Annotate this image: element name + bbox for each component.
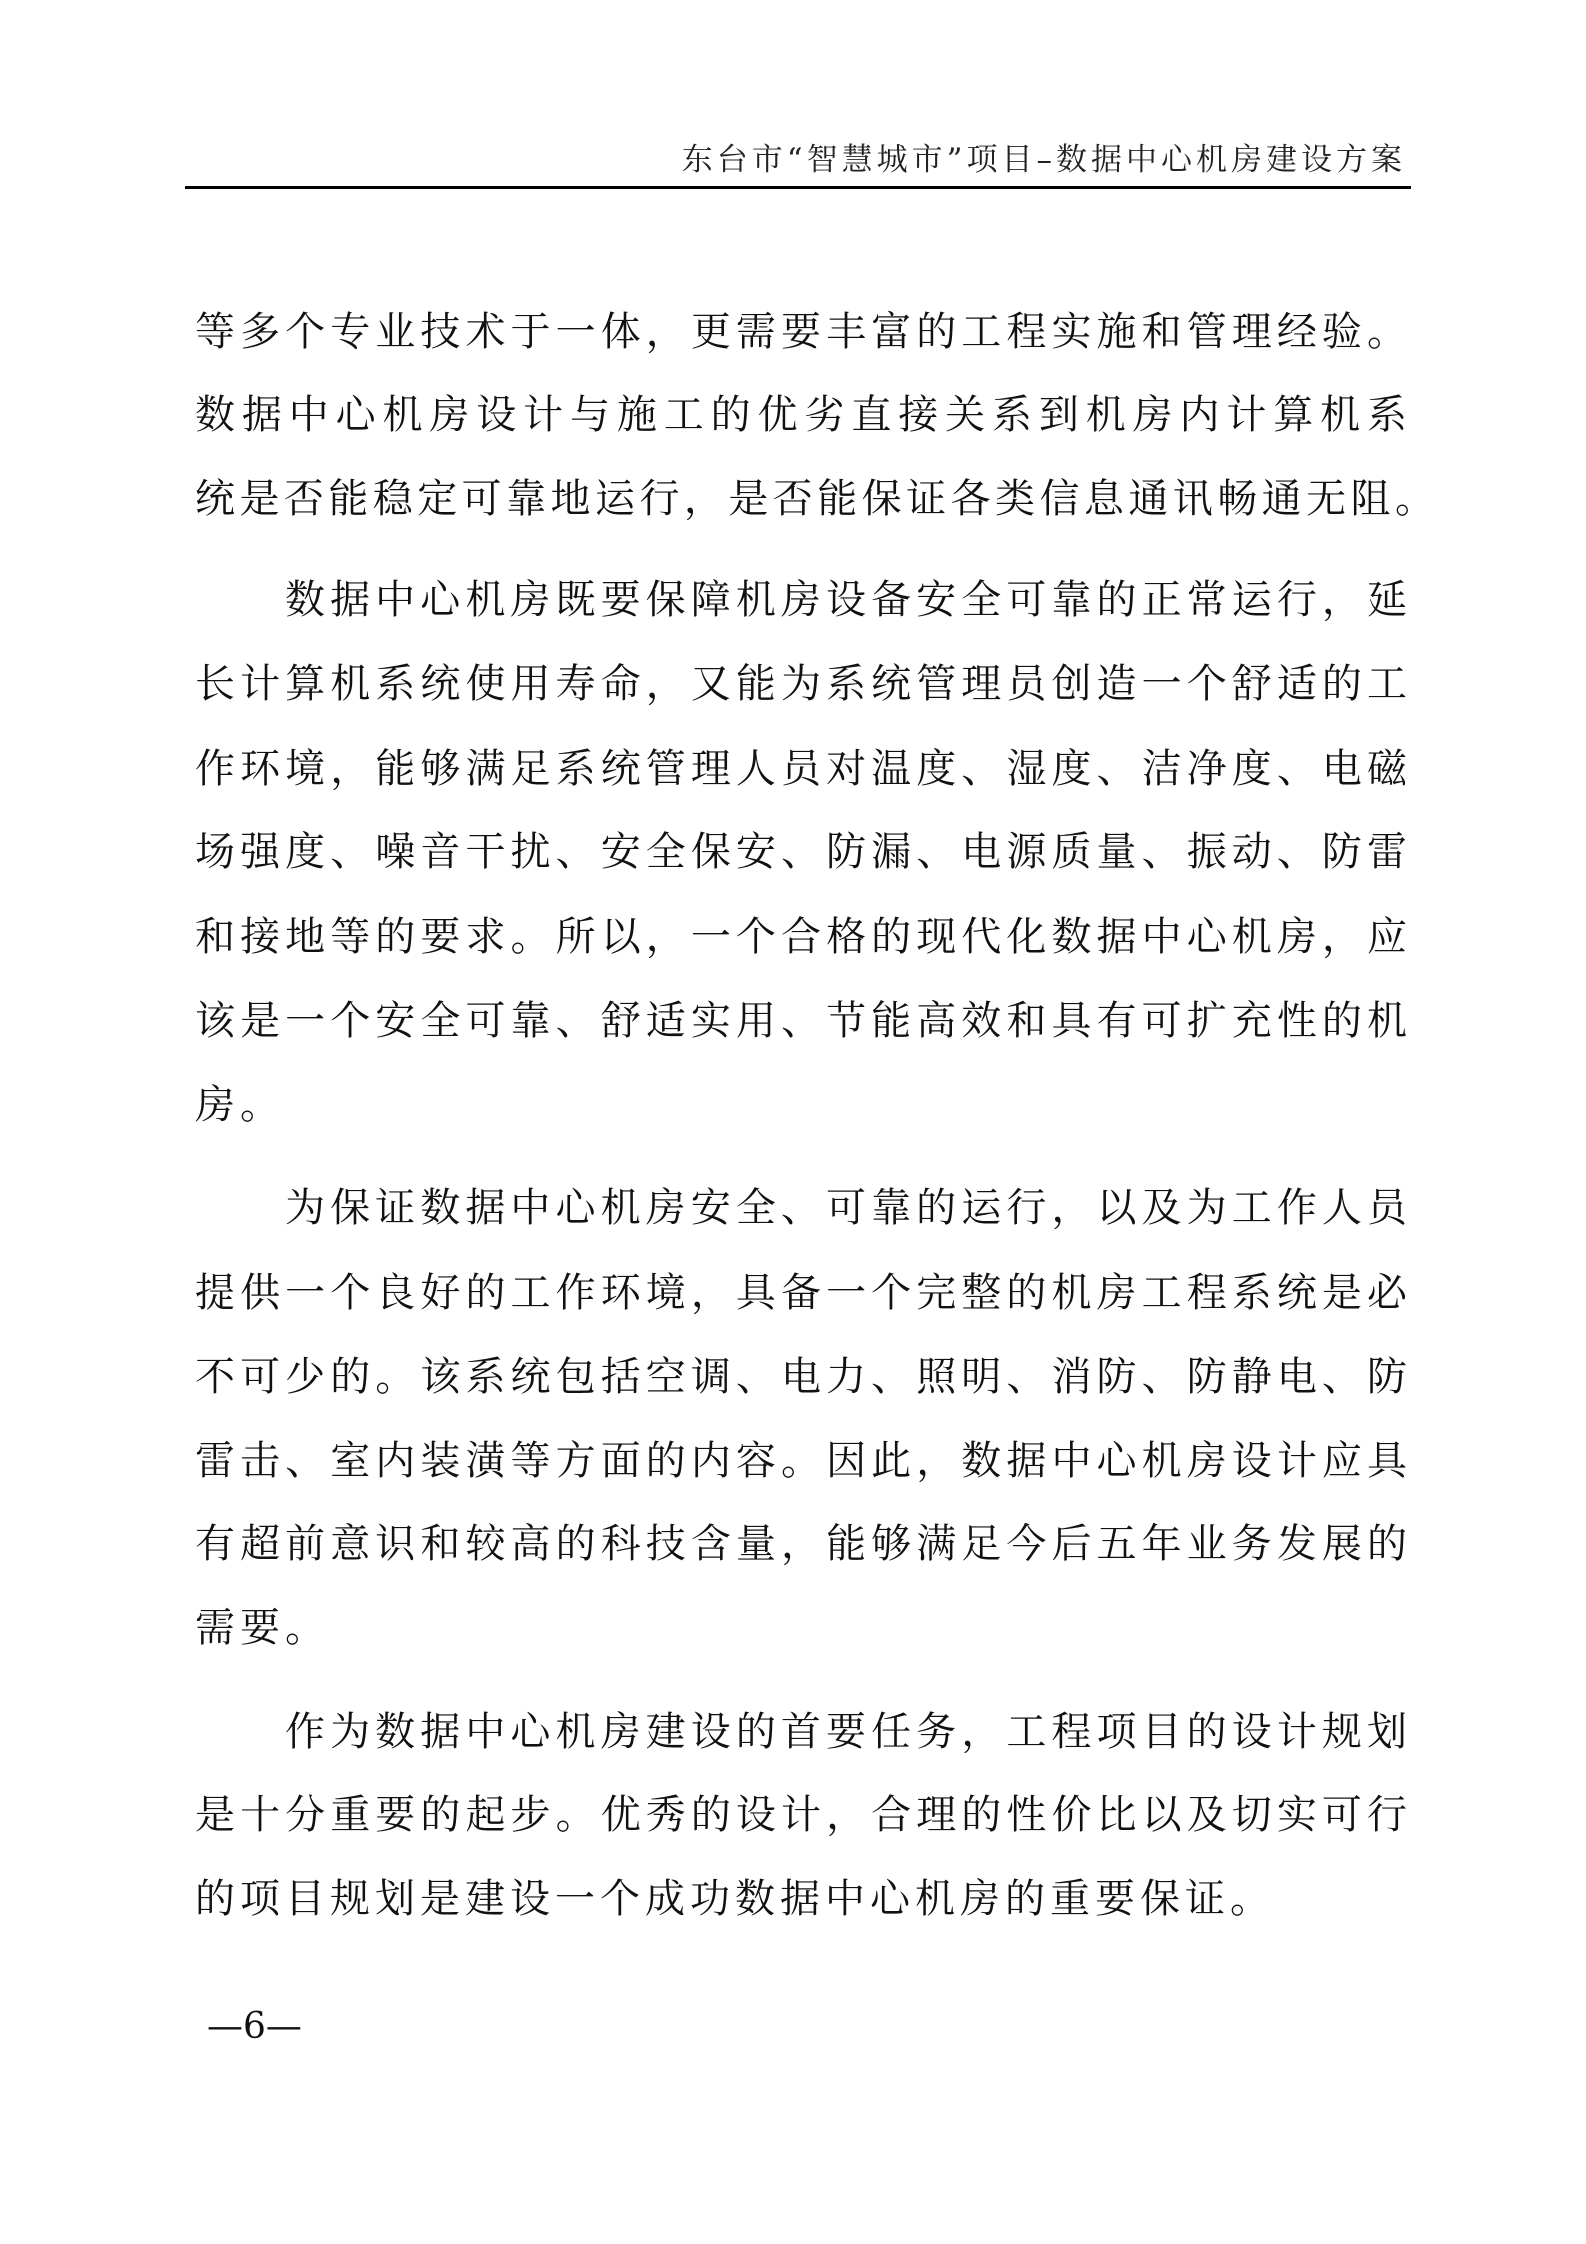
text-line: 和接地等的要求。所以，一个合格的现代化数据中心机房，应 xyxy=(195,914,1407,960)
text-line: 数据中心机房既要保障机房设备安全可靠的正常运行，延 xyxy=(285,577,1407,623)
text-line: 不可少的。该系统包括空调、电力、照明、消防、防静电、防 xyxy=(195,1354,1407,1400)
text-line: 该是一个安全可靠、舒适实用、节能高效和具有可扩充性的机 xyxy=(195,998,1407,1044)
text-line: 提供一个良好的工作环境，具备一个完整的机房工程系统是必 xyxy=(195,1270,1407,1316)
text-line: 数据中心机房设计与施工的优劣直接关系到机房内计算机系 xyxy=(195,392,1407,438)
text-line: 房。 xyxy=(195,1082,285,1128)
header-title: 东台市“智慧城市”项目–数据中心机房建设方案 xyxy=(681,142,1406,178)
text-line: 统是否能稳定可靠地运行，是否能保证各类信息通讯畅通无阻。 xyxy=(195,476,1435,522)
text-line: 是十分重要的起步。优秀的设计，合理的性价比以及切实可行 xyxy=(195,1792,1407,1838)
text-line: 等多个专业技术于一体，更需要丰富的工程实施和管理经验。 xyxy=(195,309,1407,355)
text-line: 长计算机系统使用寿命，又能为系统管理员创造一个舒适的工 xyxy=(195,661,1407,707)
text-line: 有超前意识和较高的科技含量，能够满足今后五年业务发展的 xyxy=(195,1521,1407,1567)
text-line: 为保证数据中心机房安全、可靠的运行，以及为工作人员 xyxy=(285,1185,1407,1231)
header-divider xyxy=(185,186,1411,189)
page-number: —6— xyxy=(207,2006,302,2047)
text-line: 作为数据中心机房建设的首要任务，工程项目的设计规划 xyxy=(285,1709,1407,1755)
text-line: 的项目规划是建设一个成功数据中心机房的重要保证。 xyxy=(195,1876,1275,1922)
text-line: 雷击、室内装潢等方面的内容。因此，数据中心机房设计应具 xyxy=(195,1438,1407,1484)
text-line: 场强度、噪音干扰、安全保安、防漏、电源质量、振动、防雷 xyxy=(195,829,1407,875)
text-line: 需要。 xyxy=(195,1605,330,1651)
text-line: 作环境，能够满足系统管理人员对温度、湿度、洁净度、电磁 xyxy=(195,746,1407,792)
